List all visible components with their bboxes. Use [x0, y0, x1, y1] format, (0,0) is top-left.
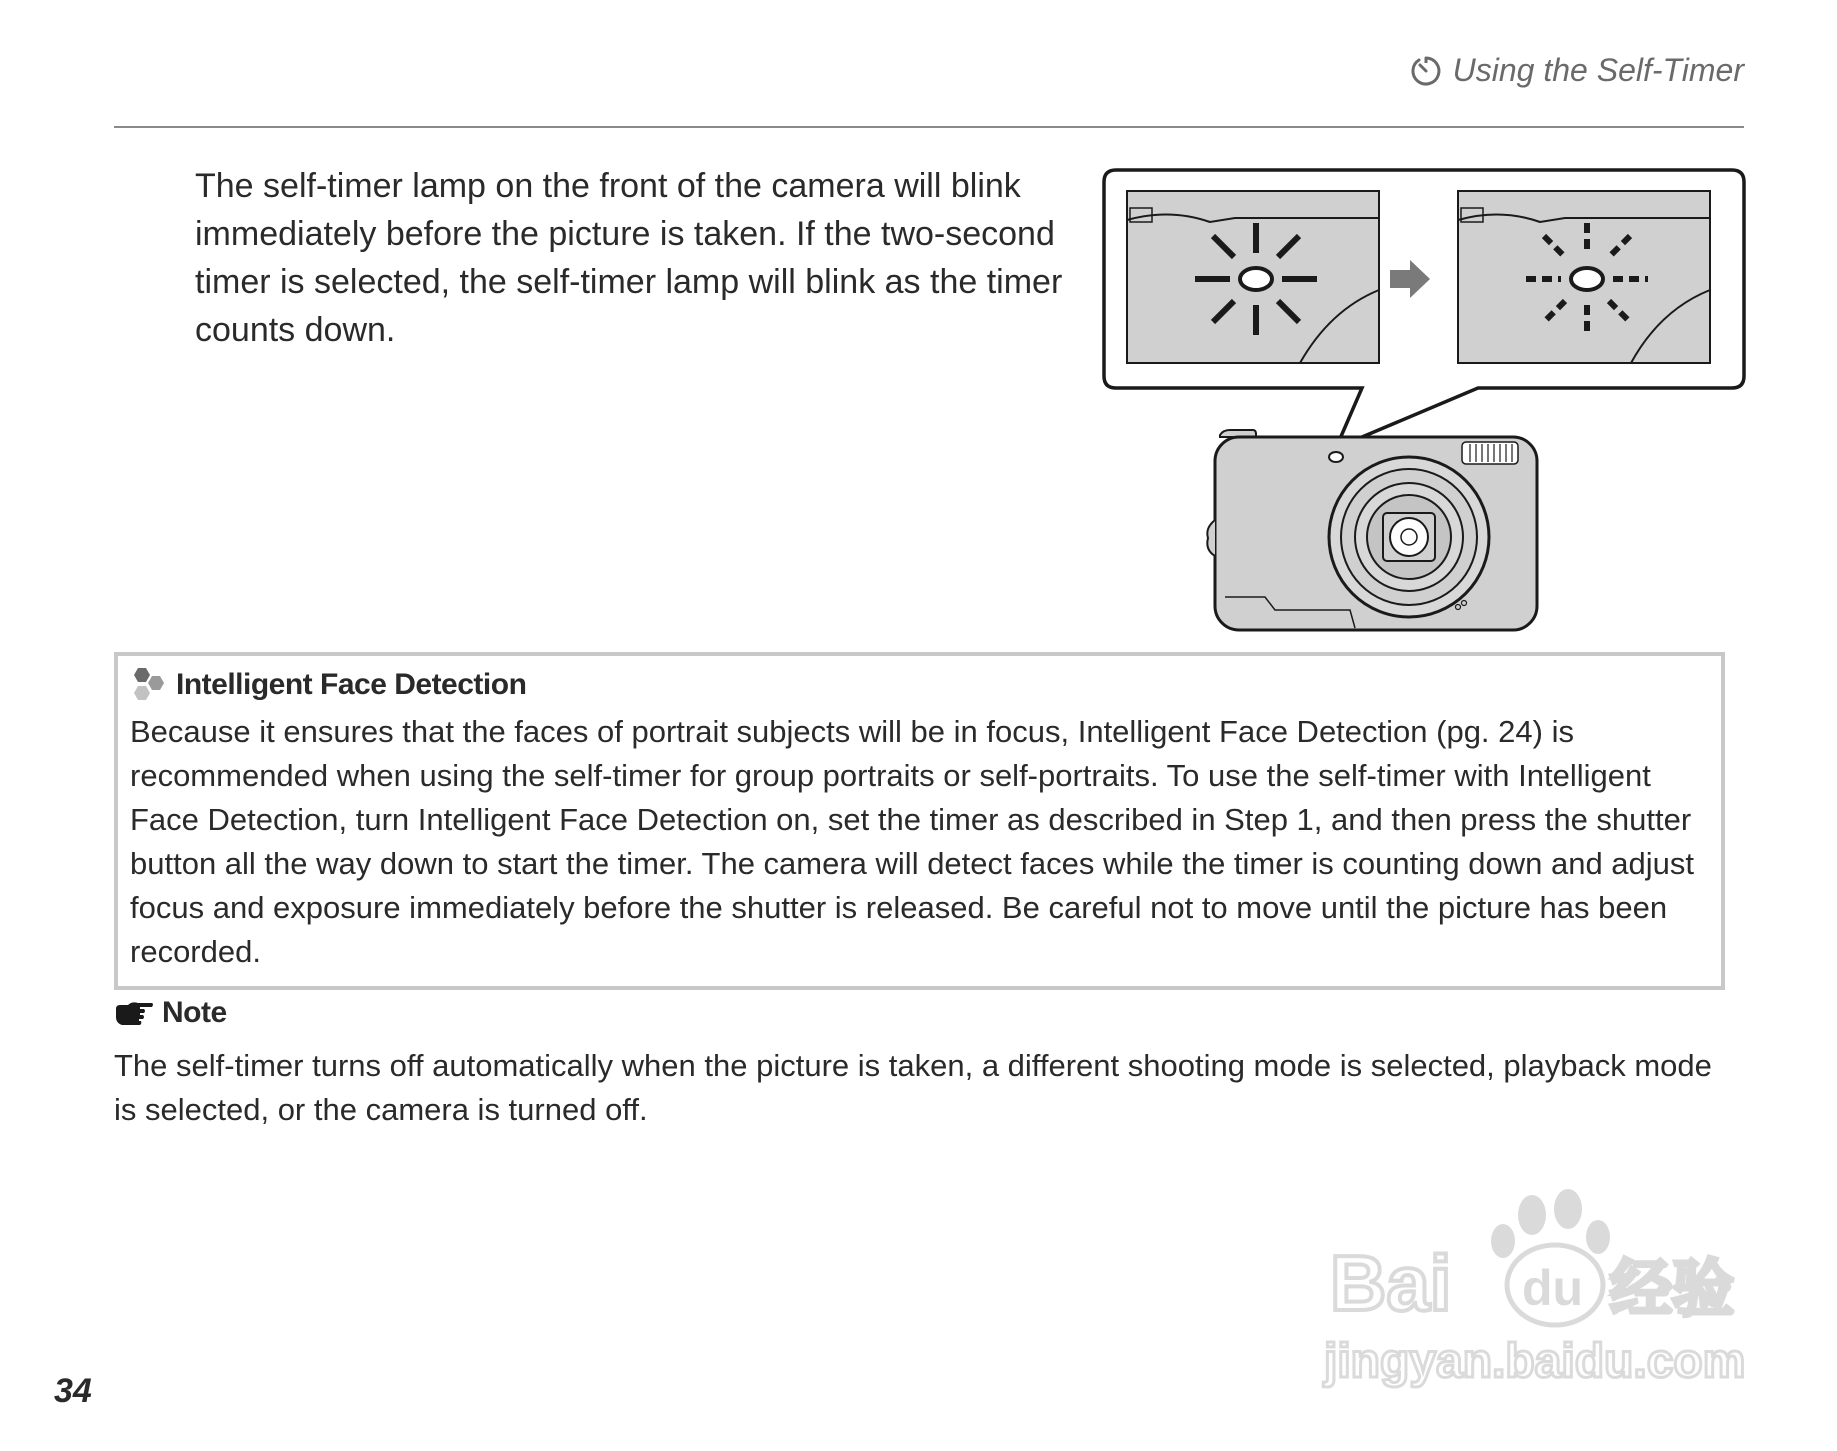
tip-title-row: [130, 666, 1709, 704]
tip-hexagons-icon: [130, 666, 170, 704]
note-title-row: [114, 996, 1734, 1030]
note-body: The self-timer turns off automatically when the picture is taken, a different shooting mode is selected, playback mode is selected, or the camera is turned off.: [114, 1048, 1712, 1127]
header-title: Using the Self-Timer: [1452, 52, 1744, 88]
tip-box: [114, 652, 1725, 990]
note-title: Note: [162, 996, 227, 1029]
pointing-hand-icon: [114, 999, 154, 1027]
self-timer-icon: [1409, 54, 1443, 88]
tip-title: Intelligent Face Detection: [176, 668, 527, 701]
tip-body: Because it ensures that the faces of portrait subjects will be in focus, Intelligent Face Detection (pg. 24) is recommended when using the self-timer for group portraits or self-portraits. To use the self-timer with Intelligent Face Detection, turn Intelligent Face Detection on, set the timer as described in Step 1, and then press the shutter button all the way down to start the timer. The camera will detect faces while the timer is counting down and adjust focus and exposure immediately before the shutter is released. Be careful not to move until the picture has been recorded.: [130, 714, 1695, 969]
watermark-url: jingyan.baidu.com: [1324, 1335, 1746, 1388]
lamp-blinking-panel: [1458, 191, 1710, 363]
watermark-brand: Bai: [1330, 1239, 1452, 1327]
self-timer-lamp-illustration: [1100, 160, 1750, 635]
baidu-jingyan-watermark: [1310, 1185, 1750, 1400]
intro-paragraph: The self-timer lamp on the front of the camera will blink immediately before the picture is taken. If the two-second timer is selected, the self-timer lamp will blink as the timer counts down.: [195, 167, 1063, 349]
header-rule: [114, 126, 1744, 128]
camera-drawing: [1207, 430, 1537, 630]
svg-text:du: du: [1522, 1260, 1584, 1316]
running-header: [1409, 52, 1744, 89]
lamp-on-panel: [1127, 191, 1379, 363]
note-section: [114, 996, 1734, 1132]
page-number: 34: [54, 1372, 92, 1410]
svg-text:经验: 经验: [1610, 1252, 1735, 1325]
